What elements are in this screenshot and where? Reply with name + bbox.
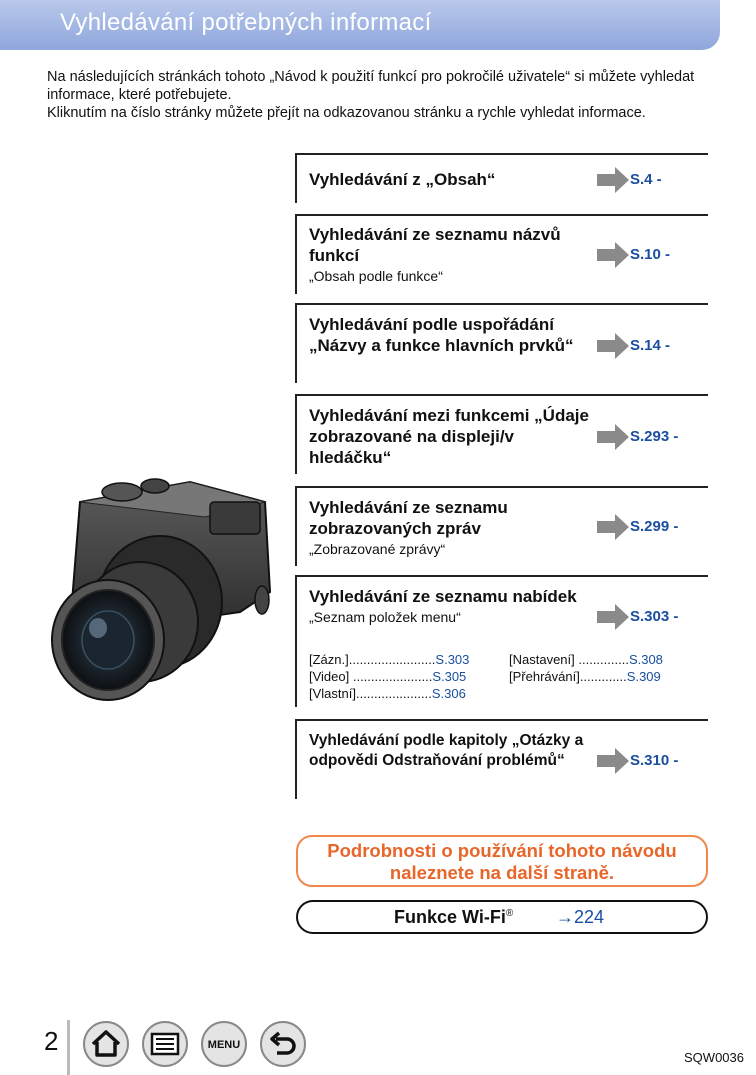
menu-link-setup[interactable] xyxy=(509,651,663,668)
menu-link-page[interactable]: S.303 xyxy=(435,652,470,667)
menu-icon[interactable] xyxy=(200,1020,248,1068)
page-header xyxy=(0,0,720,50)
wifi-button[interactable] xyxy=(296,900,708,934)
contents-list-icon[interactable] xyxy=(141,1020,189,1068)
arrow-right-icon xyxy=(597,748,629,774)
menu-icon-label: MENU xyxy=(207,1039,241,1051)
menu-link-video[interactable] xyxy=(309,668,466,685)
entry-subtitle: „Zobrazované zprávy“ xyxy=(309,541,446,557)
notice-box: Podrobnosti o používání tohoto návodu naleznete na další straně. xyxy=(296,835,708,887)
page-link[interactable]: S.14 - xyxy=(630,337,671,354)
page-title: Vyhledávání potřebných informací xyxy=(60,9,432,36)
menu-link-label: [Nastavení] .............. xyxy=(509,652,629,667)
wifi-page-link[interactable]: →224 xyxy=(556,907,605,927)
home-icon[interactable] xyxy=(82,1020,130,1068)
page-link[interactable]: S.293 - xyxy=(630,428,679,445)
search-entry-menus[interactable] xyxy=(295,575,708,707)
menu-link-label: [Video] ...................... xyxy=(309,669,433,684)
search-entry-parts[interactable] xyxy=(295,303,708,383)
page-divider xyxy=(67,1020,70,1075)
arrow-right-icon xyxy=(597,167,629,193)
intro-text xyxy=(47,68,707,122)
search-entry-troubleshooting[interactable] xyxy=(295,719,708,799)
menu-link-page[interactable]: S.306 xyxy=(431,686,466,701)
search-entry-contents[interactable] xyxy=(295,153,708,203)
page-number: 2 xyxy=(44,1026,59,1056)
menu-link-label: [Přehrávání]............. xyxy=(509,669,627,684)
entry-title: Vyhledávání ze seznamu názvů funkcí xyxy=(309,225,561,265)
page-link[interactable]: S.299 - xyxy=(630,518,679,535)
page-link[interactable]: S.4 - xyxy=(630,171,662,188)
search-entry-functions[interactable] xyxy=(295,214,708,294)
wifi-label-text: Funkce Wi-Fi xyxy=(394,907,506,927)
menu-link-rec[interactable] xyxy=(309,651,469,668)
menu-link-page[interactable]: S.308 xyxy=(628,652,663,667)
menu-link-playback[interactable] xyxy=(509,668,661,685)
entry-title: Vyhledávání ze seznamu zobrazovaných zpráv xyxy=(309,498,508,538)
arrow-right-icon xyxy=(597,424,629,450)
arrow-right-icon xyxy=(597,242,629,268)
camera-illustration xyxy=(40,462,285,707)
page-link[interactable]: S.310 - xyxy=(630,752,679,769)
entry-title: Vyhledávání mezi funkcemi „Údaje zobrazované na displeji/v hledáčku“ xyxy=(309,406,589,467)
entry-title: Vyhledávání podle kapitoly „Otázky a odpovědi Odstraňování problémů“ xyxy=(309,732,584,769)
menu-link-custom[interactable] xyxy=(309,685,466,702)
registered-mark: ® xyxy=(505,908,514,919)
search-entry-messages[interactable] xyxy=(295,486,708,566)
entry-title: Vyhledávání podle uspořádání „Názvy a funkce hlavních prvků“ xyxy=(309,315,574,355)
intro-paragraph-1: Na následujících stránkách tohoto „Návod k použití funkcí pro pokročilé uživatele“ si můžete vyhledat informace, které potřebujete. xyxy=(47,69,695,103)
menu-link-page[interactable]: S.305 xyxy=(432,669,467,684)
entry-title: Vyhledávání ze seznamu nabídek xyxy=(309,587,577,606)
intro-paragraph-2: Kliknutím na číslo stránky můžete přejít na odkazovanou stránku a rychle vyhledat informace. xyxy=(47,105,646,121)
back-icon[interactable] xyxy=(259,1020,307,1068)
entry-subtitle: „Seznam položek menu“ xyxy=(309,609,461,625)
arrow-right-icon xyxy=(597,604,629,630)
page-link[interactable]: S.10 - xyxy=(630,246,671,263)
menu-link-label: [Vlastní]..................... xyxy=(309,686,432,701)
page-link[interactable]: S.303 - xyxy=(630,608,679,625)
entry-subtitle: „Obsah podle funkce“ xyxy=(309,268,443,284)
entry-title: Vyhledávání z „Obsah“ xyxy=(309,170,496,189)
menu-link-page[interactable]: S.309 xyxy=(626,669,661,684)
arrow-right-icon xyxy=(597,333,629,359)
wifi-label xyxy=(394,907,513,928)
search-entry-display[interactable] xyxy=(295,394,708,474)
arrow-right-icon xyxy=(597,514,629,540)
menu-link-label: [Zázn.]........................ xyxy=(309,652,436,667)
document-code: SQW0036 xyxy=(684,1050,744,1065)
